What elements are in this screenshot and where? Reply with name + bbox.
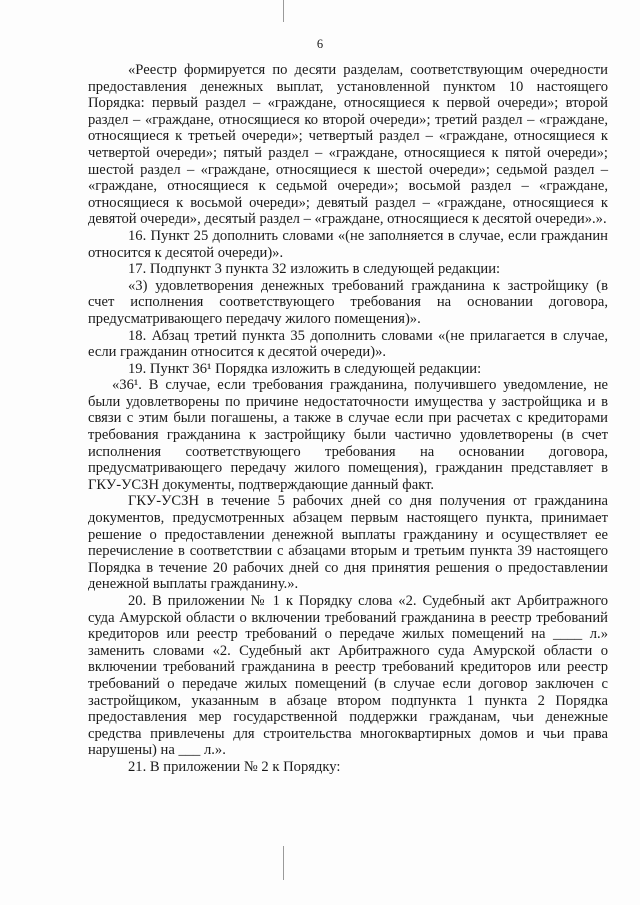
document-body	[88, 62, 608, 776]
paragraph-item-20: 20. В приложении № 1 к Порядку слова «2. Судебный акт Арбитражного суда Амурской области о включении требований гражданина в реестр требований кредиторов или реестр требований о передаче жилых помещений на ____ л.» заменить словами «2. Судебный акт Арбитражного суда Амурской области о включении требований гражданина в реестр требований кредиторов или реестр требований о передаче жилых помещений (в случае если договор заключен с застройщиком, указанным в абзаце втором подпункта 1 пункта 2 Порядка предоставления мер государственной поддержки гражданам, чьи денежные средства привлечены для строительства многоквартирных домов и чьи права нарушены) на ___ л.».	[88, 593, 608, 759]
page-number: 6	[316, 37, 324, 51]
paragraph-item-36-1: «36¹. В случае, если требования гражданина, получившего уведомление, не были удовлетворены по причине недостаточности имущества у застройщика и в связи с этим были погашены, а также в случае если при расчетах с кредиторами требования гражданина к застройщику были частично удовлетворены (в счет исполнения соответствующего требования на основании договора, предусматривающего передачу жилого помещения), гражданин представляет в ГКУ-УСЗН документы, подтверждающие данный факт.	[88, 377, 608, 493]
paragraph-gku-uszn: ГКУ-УСЗН в течение 5 рабочих дней со дня получения от гражданина документов, предусмотренных абзацем первым настоящего пункта, принимает решение о предоставлении денежной выплаты гражданину и осуществляет ее перечисление в соответствии с абзацами вторым и третьим пункта 39 настоящего Порядка в течение 20 рабочих дней со дня принятия решения о предоставлении денежной выплаты гражданину.».	[88, 493, 608, 593]
paragraph-item-16: 16. Пункт 25 дополнить словами «(не заполняется в случае, если гражданин относится к десятой очереди)».	[88, 227, 608, 261]
paragraph-item-19: 19. Пункт 36¹ Порядка изложить в следующей редакции:	[128, 360, 482, 377]
paragraph-item-21: 21. В приложении № 2 к Порядку:	[128, 758, 341, 775]
paragraph-registry: «Реестр формируется по десяти разделам, соответствующим очередности предоставления денежных выплат, установленной пунктом 10 настоящего Порядка: первый раздел – «граждане, относящиеся к первой очереди»; второй раздел – «граждане, относящиеся ко второй очереди»; третий раздел – «граждане, относящиеся к третьей очереди»; четвертый раздел – «граждане, относящиеся к четвертой очереди»; пятый раздел – «граждане, относящиеся к пятой очереди»; шестой раздел – «граждане, относящиеся к шестой очереди»; седьмой раздел – «граждане, относящиеся к седьмой очереди»; восьмой раздел – «граждане, относящиеся к восьмой очереди»; девятый раздел – «граждане, относящиеся к девятой очереди», десятый раздел – «граждане, относящиеся к десятой очереди».».	[88, 62, 608, 228]
scan-fold-mark-top	[283, 0, 284, 22]
paragraph-item-17: 17. Подпункт 3 пункта 32 изложить в следующей редакции:	[128, 261, 501, 278]
paragraph-item-18: 18. Абзац третий пункта 35 дополнить словами «(не прилагается в случае, если гражданин относится к десятой очереди)».	[88, 327, 608, 361]
scan-fold-mark-bottom	[283, 846, 284, 880]
paragraph-item-17-text: «3) удовлетворения денежных требований гражданина к застройщику (в счет исполнения соответствующего требования на основании договора, предусматривающего передачу жилого помещения)».	[88, 277, 608, 327]
